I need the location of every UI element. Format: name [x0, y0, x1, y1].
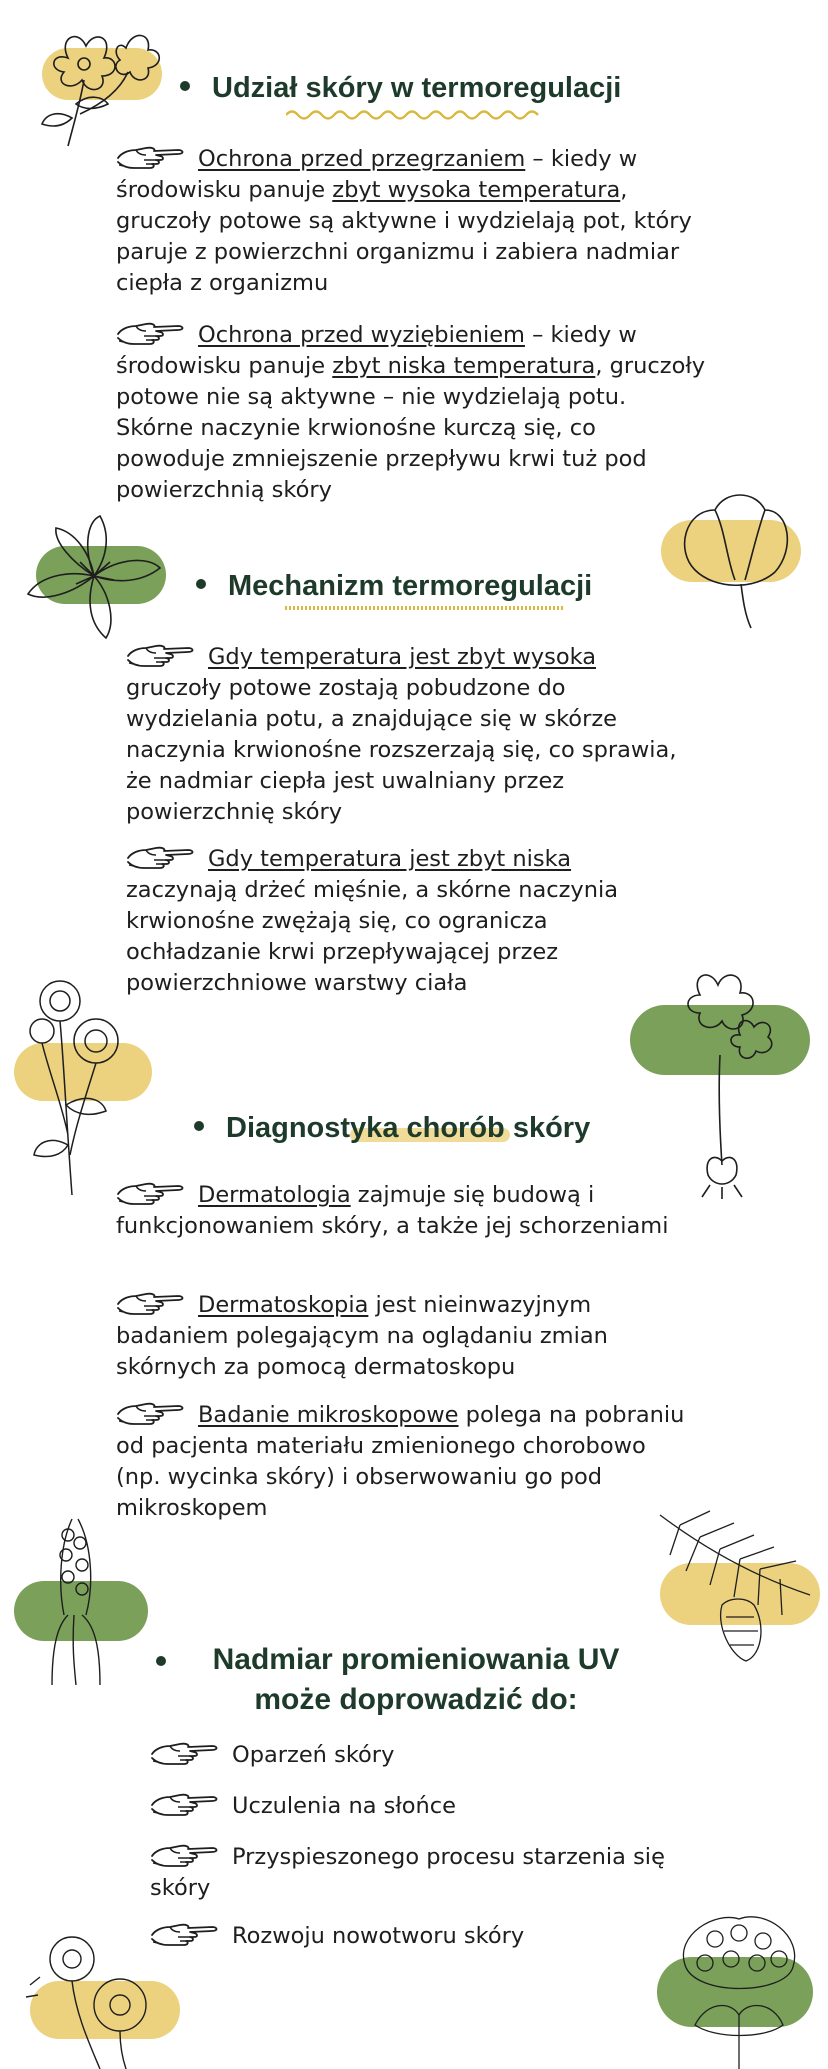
paragraph-zbyt-niska: Gdy temperatura jest zbyt niska zaczynają drżeć mięśnie, a skórne naczynia krwionośne zwężają się, co ogranicza ochładzanie krwi przepływającej przez powierzchniowe warstwy ciała [126, 844, 686, 999]
paragraph-przegrzanie: Ochrona przed przegrzaniem – kiedy w środowisku panuje zbyt wysoka temperatura, gruczoły potowe są aktywne i wydzielają pot, który paruje z powierzchni organizmu i zabiera nadmiar ciepła z organizmu [116, 144, 696, 299]
pointing-hand-icon [150, 1918, 220, 1948]
list-item: Przyspieszonego procesu starzenia się skóry [150, 1842, 670, 1904]
paragraph-dermatoskopia: Dermatoskopia jest nieinwazyjnym badaniem polegającym na oglądaniu zmian skórnych za pomocą dermatoskopu [116, 1290, 676, 1383]
squiggle-underline [286, 108, 546, 122]
pointing-hand-icon [126, 639, 196, 669]
grass-underline [285, 602, 565, 612]
pointing-hand-icon [116, 141, 186, 171]
section-title-termoregulacja: Udział skóry w termoregulacji [180, 70, 621, 106]
pointing-hand-icon [116, 1287, 186, 1317]
paragraph-wyziebienie: Ochrona przed wyziębieniem – kiedy w środowisku panuje zbyt niska temperatura, gruczoły potowe nie są aktywne – nie wydzielają potu. Skórne naczynie krwionośne kurczą się, co powoduje zmniejszenie przepływu krwi tuż pod powierzchnią skóry [116, 320, 706, 506]
flower-left-lily [14, 510, 174, 650]
section-title-diagnostyka: Diagnostyka chorób skóry [194, 1110, 590, 1146]
section-title-uv-line2: może doprowadzić do: [254, 1683, 578, 1716]
bullet-dot [196, 579, 206, 589]
pointing-hand-icon [116, 317, 186, 347]
flower-left-hyacinth [12, 1515, 152, 1690]
bullet-dot [156, 1656, 166, 1666]
section-title-mechanizm: Mechanizm termoregulacji [196, 568, 592, 604]
section-title-uv-line1: Nadmiar promieniowania UV [212, 1643, 620, 1676]
paragraph-dermatologia: Dermatologia zajmuje się budową i funkcjonowaniem skóry, a także jej schorzeniami [116, 1180, 676, 1242]
flower-bottom-right-hydrangea [655, 1905, 815, 2069]
pointing-hand-icon [116, 1397, 186, 1427]
pointing-hand-icon [150, 1788, 220, 1818]
bullet-dot [180, 81, 190, 91]
flower-left-dahlia [10, 975, 160, 1200]
paragraph-badanie-mikroskopowe: Badanie mikroskopowe polega na pobraniu od pacjenta materiału zmienionego chorobowo (np. wycinka skóry) i obserwowaniu go pod mikroskopem [116, 1400, 696, 1524]
pointing-hand-icon [126, 841, 196, 871]
flower-right-pine [650, 1505, 820, 1670]
list-item: Oparzeń skóry [150, 1740, 670, 1771]
bullet-dot [194, 1121, 204, 1131]
pointing-hand-icon [116, 1177, 186, 1207]
paragraph-zbyt-wysoka: Gdy temperatura jest zbyt wysoka gruczoły potowe zostają pobudzone do wydzielania potu, a znajdujące się w skórze naczynia krwionośne rozszerzają się, co sprawia, że nadmiar ciepła jest uwalniany przez powierzchnię skóry [126, 642, 686, 828]
flower-right-bulb [630, 965, 815, 1200]
list-item: Uczulenia na słońce [150, 1791, 670, 1822]
section-title-uv [186, 1640, 646, 1720]
list-item: Rozwoju nowotworu skóry [150, 1921, 670, 1952]
pointing-hand-icon [150, 1839, 220, 1869]
pointing-hand-icon [150, 1737, 220, 1767]
flower-top-left [28, 18, 168, 153]
